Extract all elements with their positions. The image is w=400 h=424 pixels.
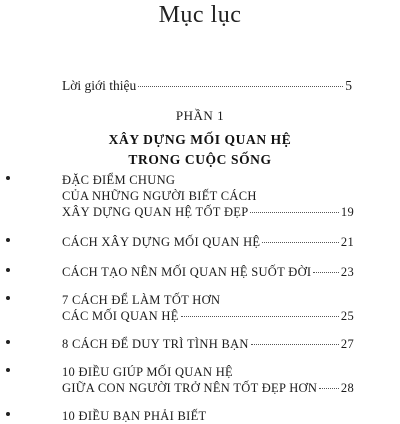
toc-entry-page: 25 [340, 309, 354, 323]
toc-entry[interactable] [62, 336, 354, 352]
dot-leader [138, 86, 343, 87]
toc-entry-page: 23 [340, 265, 354, 279]
toc-entry-line: CÁCH XÂY DỰNG MỐI QUAN HỆ [62, 235, 261, 249]
toc-entry-list [62, 172, 354, 424]
dot-leader [181, 316, 339, 317]
toc-entry-last-line [62, 234, 354, 250]
toc-entry-line: GIỮA CON NGƯỜI TRỞ NÊN TỐT ĐẸP HƠN [62, 381, 318, 395]
toc-entry-line: CỦA NHỮNG NGƯỜI BIẾT CÁCH [62, 189, 257, 203]
toc-entry[interactable] [62, 364, 354, 396]
toc-entry[interactable] [62, 234, 354, 250]
dot-leader [262, 242, 339, 243]
dot-leader [319, 388, 339, 389]
toc-entry-page: 27 [340, 337, 354, 351]
part-title-line: TRONG CUỘC SỐNG [128, 152, 272, 167]
bullet-dot-icon [6, 412, 10, 416]
toc-entry-page: 21 [340, 235, 354, 249]
bullet-dot-icon [6, 296, 10, 300]
part-title-line: XÂY DỰNG MỐI QUAN HỆ [108, 132, 292, 147]
toc-entry-last-line [62, 264, 354, 280]
toc-entry-last-line [62, 308, 354, 324]
dot-leader [313, 272, 339, 273]
toc-entry-last-line [62, 204, 354, 220]
toc-entry-page: 5 [345, 78, 352, 93]
toc-entry[interactable] [62, 264, 354, 280]
dot-leader [250, 212, 338, 213]
toc-entry[interactable] [62, 292, 354, 324]
toc-entry-label: Lời giới thiệu [62, 78, 137, 93]
toc-entry-last-line [62, 380, 354, 396]
toc-entry[interactable] [62, 408, 354, 424]
toc-entry-line: ĐẶC ĐIỂM CHUNG [62, 173, 176, 187]
toc-entry-line: 7 CÁCH ĐỂ LÀM TỐT HƠN [62, 293, 221, 307]
part-title [0, 130, 400, 170]
toc-entry-page: 28 [340, 381, 354, 395]
toc-entry-last-line [62, 336, 354, 352]
toc-entry-line: CÁCH TẠO NÊN MỐI QUAN HỆ SUỐT ĐỜI [62, 265, 312, 279]
bullet-dot-icon [6, 368, 10, 372]
part-label: PHẦN 1 [175, 108, 225, 123]
toc-entry-intro[interactable] [62, 78, 352, 94]
toc-entry-line: 8 CÁCH ĐỂ DUY TRÌ TÌNH BẠN [62, 337, 249, 351]
dot-leader [251, 344, 339, 345]
toc-entry-page: 19 [340, 205, 354, 219]
toc-entry-line: XÂY DỰNG QUAN HỆ TỐT ĐẸP [62, 205, 249, 219]
bullet-dot-icon [6, 340, 10, 344]
page-title: Mục lục [158, 2, 242, 28]
bullet-dot-icon [6, 268, 10, 272]
toc-entry-line: 10 ĐIỀU BẠN PHẢI BIẾT [62, 409, 207, 423]
bullet-dot-icon [6, 238, 10, 242]
toc-entry-line: CÁC MỐI QUAN HỆ [62, 309, 179, 323]
toc-entry-line: 10 ĐIỀU GIÚP MỐI QUAN HỆ [62, 365, 233, 379]
bullet-dot-icon [6, 176, 10, 180]
toc-entry[interactable] [62, 172, 354, 220]
